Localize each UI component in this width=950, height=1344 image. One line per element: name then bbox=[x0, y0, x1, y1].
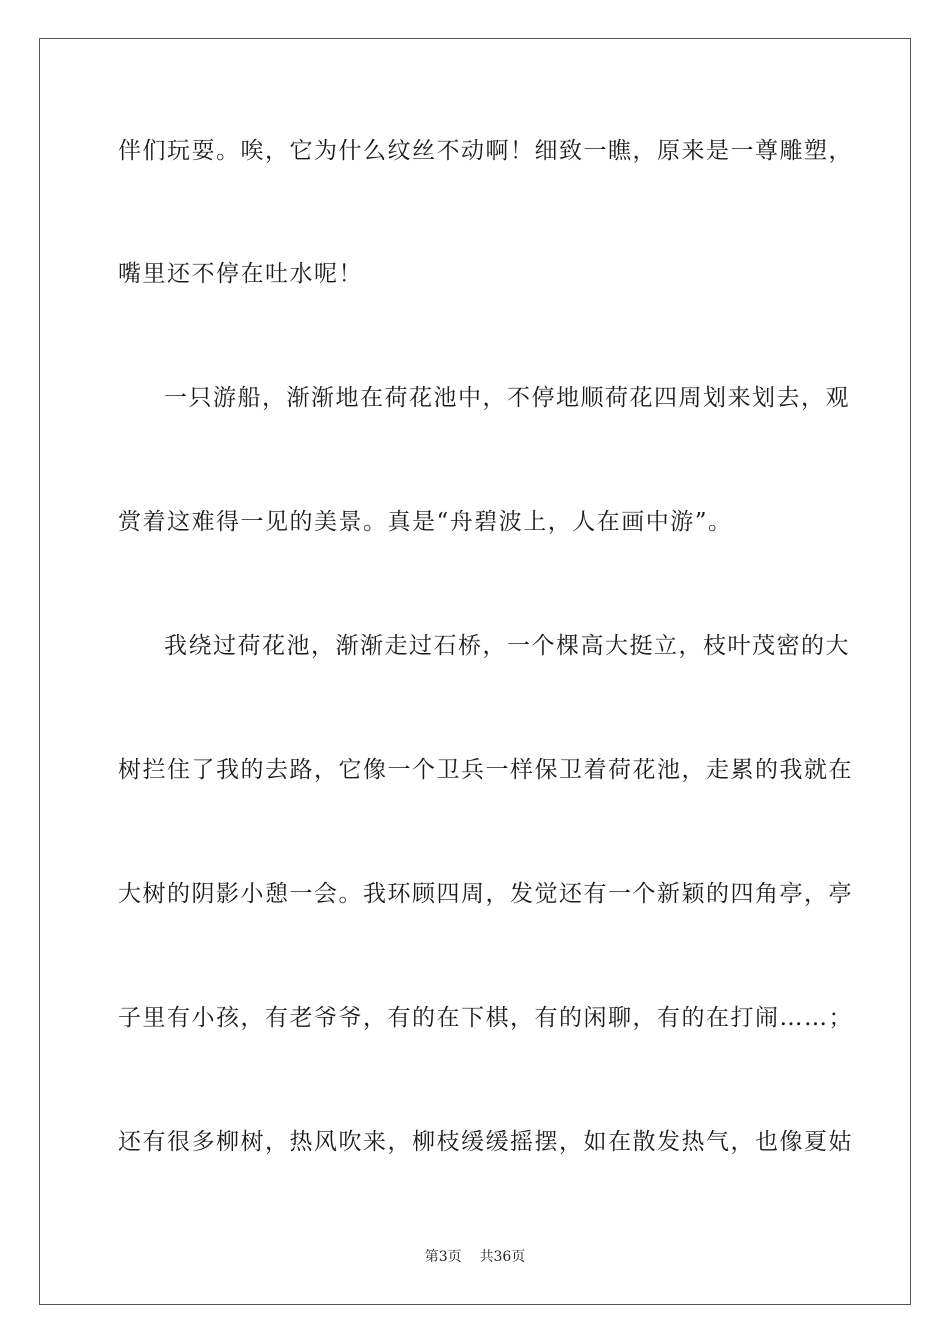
page-border bbox=[39, 38, 911, 1305]
page-footer bbox=[0, 1247, 950, 1267]
page-number: 第3页 bbox=[424, 1249, 462, 1265]
page-total: 共36页 bbox=[479, 1249, 526, 1265]
text-line-4: 赏着这难得一见的美景。真是“舟碧波上，人在画中游”。 bbox=[118, 509, 733, 535]
text-line-2: 嘴里还不停在吐水呢！ bbox=[118, 261, 363, 287]
text-line-1: 伴们玩耍。唉，它为什么纹丝不动啊！细致一瞧，原来是一尊雕塑， bbox=[118, 138, 853, 164]
text-line-6: 树拦住了我的去路，它像一个卫兵一样保卫着荷花池，走累的我就在 bbox=[118, 757, 853, 783]
text-line-5: 我绕过荷花池，渐渐走过石桥，一个棵高大挺立，枝叶茂密的大 bbox=[164, 633, 850, 659]
text-line-3: 一只游船，渐渐地在荷花池中，不停地顺荷花四周划来划去，观 bbox=[164, 385, 850, 411]
text-line-7: 大树的阴影小憩一会。我环顾四周，发觉还有一个新颖的四角亭，亭 bbox=[118, 881, 853, 907]
text-line-9: 还有很多柳树，热风吹来，柳枝缓缓摇摆，如在散发热气，也像夏姑 bbox=[118, 1129, 853, 1155]
text-line-8: 子里有小孩，有老爷爷，有的在下棋，有的闲聊，有的在打闹……； bbox=[118, 1005, 853, 1031]
